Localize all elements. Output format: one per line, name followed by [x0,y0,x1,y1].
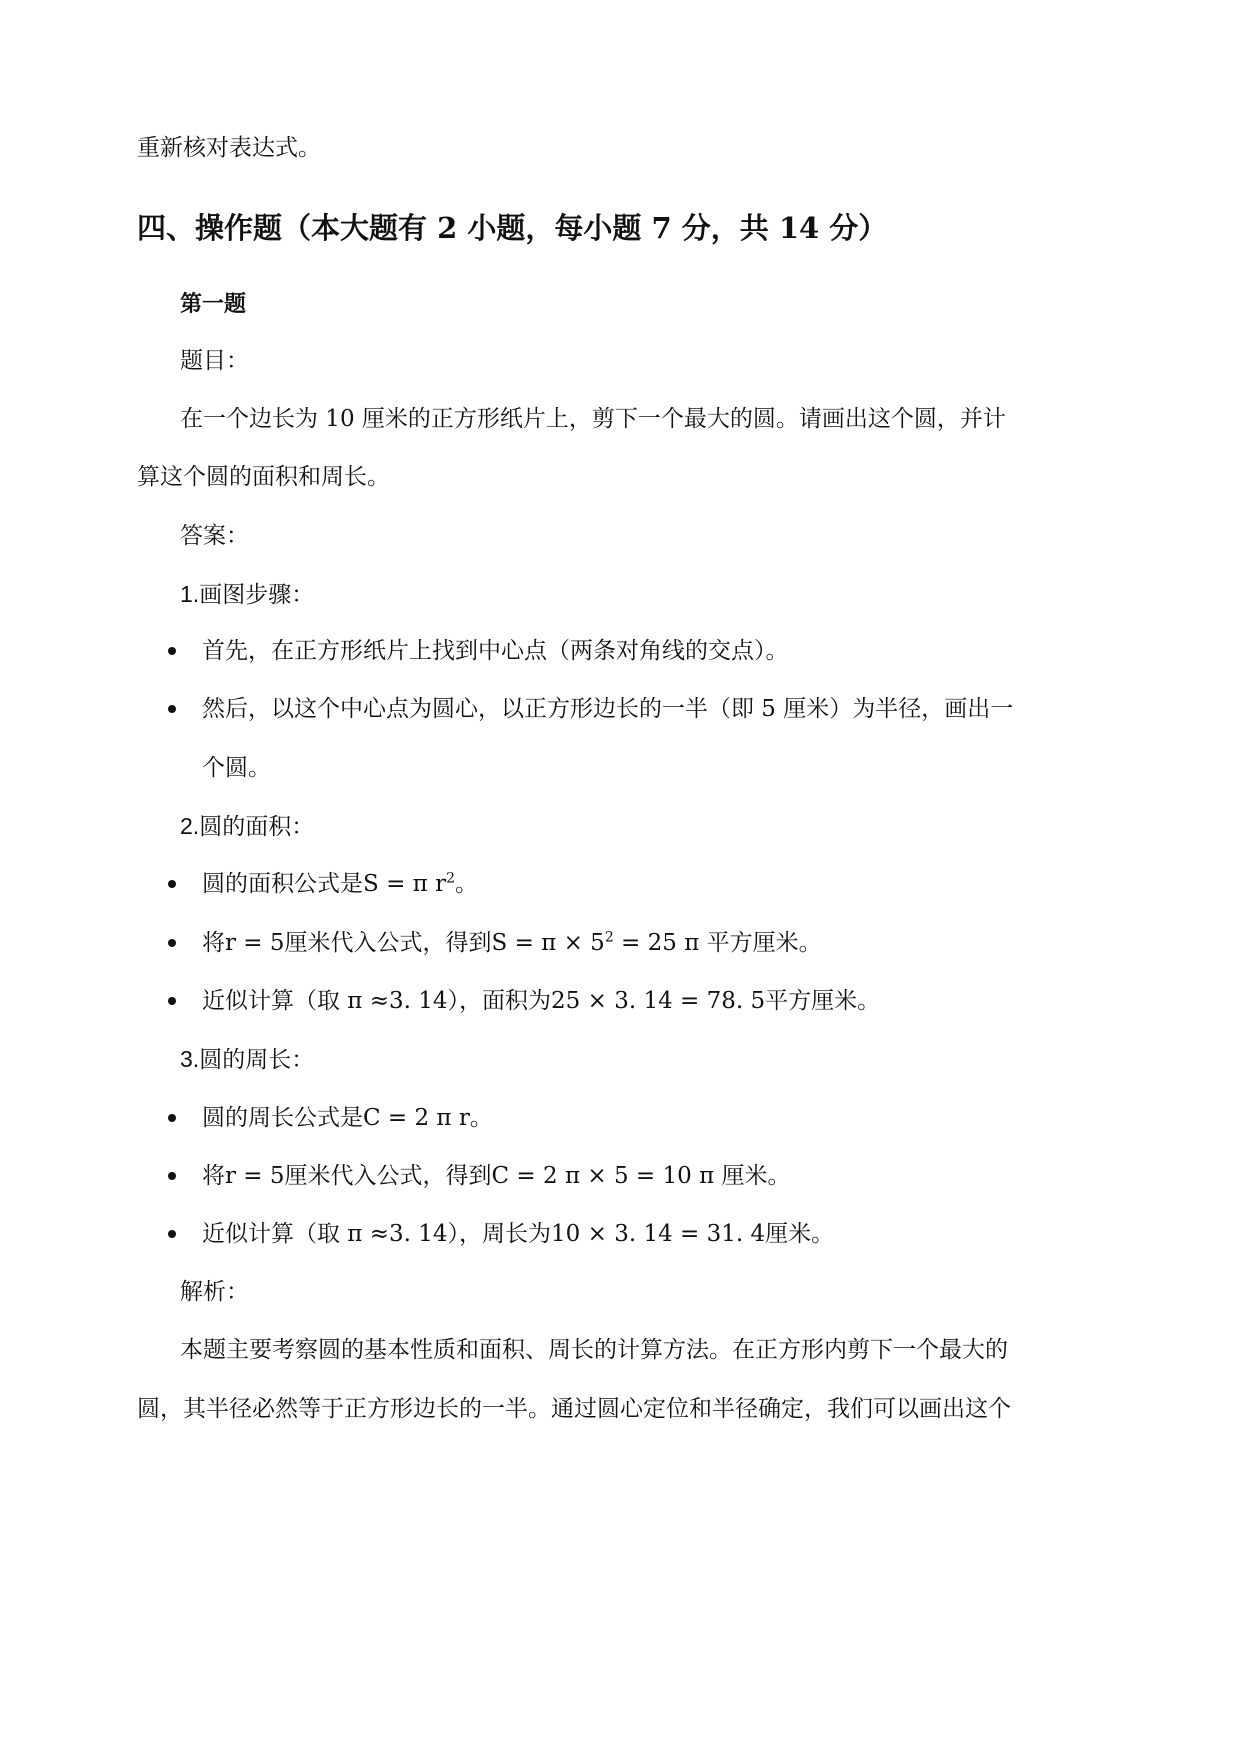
exponent: 2 [446,870,455,887]
area-formula-end: 。 [455,871,478,897]
bullet-dot [168,705,176,713]
list-item: 圆的周长公式是C = 2 π r。 [202,1105,493,1131]
section-heading: 四、操作题（本大题有 2 小题，每小题 7 分，共 14 分） [137,211,888,245]
list-item: 近似计算（取 π ≈3. 14），周长为10 × 3. 14 = 31. 4厘米。 [202,1221,835,1247]
list-item: 近似计算（取 π ≈3. 14），面积为25 × 3. 14 = 78. 5平方厘米。 [202,988,881,1014]
bullet-dot [168,1114,176,1122]
step-3-number: 3. [180,1046,200,1072]
list-item: 将r = 5厘米代入公式，得到C = 2 π × 5 = 10 π 厘米。 [202,1163,791,1189]
analysis-line-1: 本题主要考察圆的基本性质和面积、周长的计算方法。在正方形内剪下一个最大的 [180,1337,1008,1363]
prompt-line-2: 算这个圆的面积和周长。 [137,464,390,490]
list-item [202,927,822,959]
list-item [202,868,478,900]
step-2-heading [180,810,314,843]
step-1-number: 1. [180,581,200,607]
continuation-text: 重新核对表达式。 [137,135,321,161]
prompt-line-1: 在一个边长为 10 厘米的正方形纸片上，剪下一个最大的圆。请画出这个圆，并计 [180,406,1006,432]
bullet-dot [168,647,176,655]
list-item: 首先，在正方形纸片上找到中心点（两条对角线的交点）。 [202,638,789,664]
analysis-line-2: 圆，其半径必然等于正方形边长的一半。通过圆心定位和半径确定，我们可以画出这个 [137,1396,1011,1422]
area-substitution-text: 将r = 5厘米代入公式，得到S = π × 5 [202,930,605,956]
exponent: 2 [604,929,614,946]
question-title: 第一题 [180,291,247,317]
step-2-number: 2. [180,813,200,839]
bullet-dot [168,939,176,947]
list-item: 然后，以这个中心点为圆心，以正方形边长的一半（即 5 厘米）为半径，画出一 [202,696,1014,722]
step-1-heading [180,578,314,611]
bullet-dot [168,1172,176,1180]
bullet-dot [168,997,176,1005]
answer-label: 答案： [180,523,249,549]
step-2-title: 圆的面积： [199,814,315,840]
step-1-title: 画图步骤： [199,582,315,608]
step-3-title: 圆的周长： [199,1047,315,1073]
bullet-dot [168,880,176,888]
prompt-label: 题目： [180,348,249,374]
area-substitution-end: = 25 π 平方厘米。 [613,930,822,956]
area-formula-text: 圆的面积公式是S = π r [202,871,447,897]
analysis-label: 解析： [180,1279,249,1305]
bullet-dot [168,1230,176,1238]
step-3-heading [180,1043,314,1076]
list-item-continuation: 个圆。 [202,755,271,781]
